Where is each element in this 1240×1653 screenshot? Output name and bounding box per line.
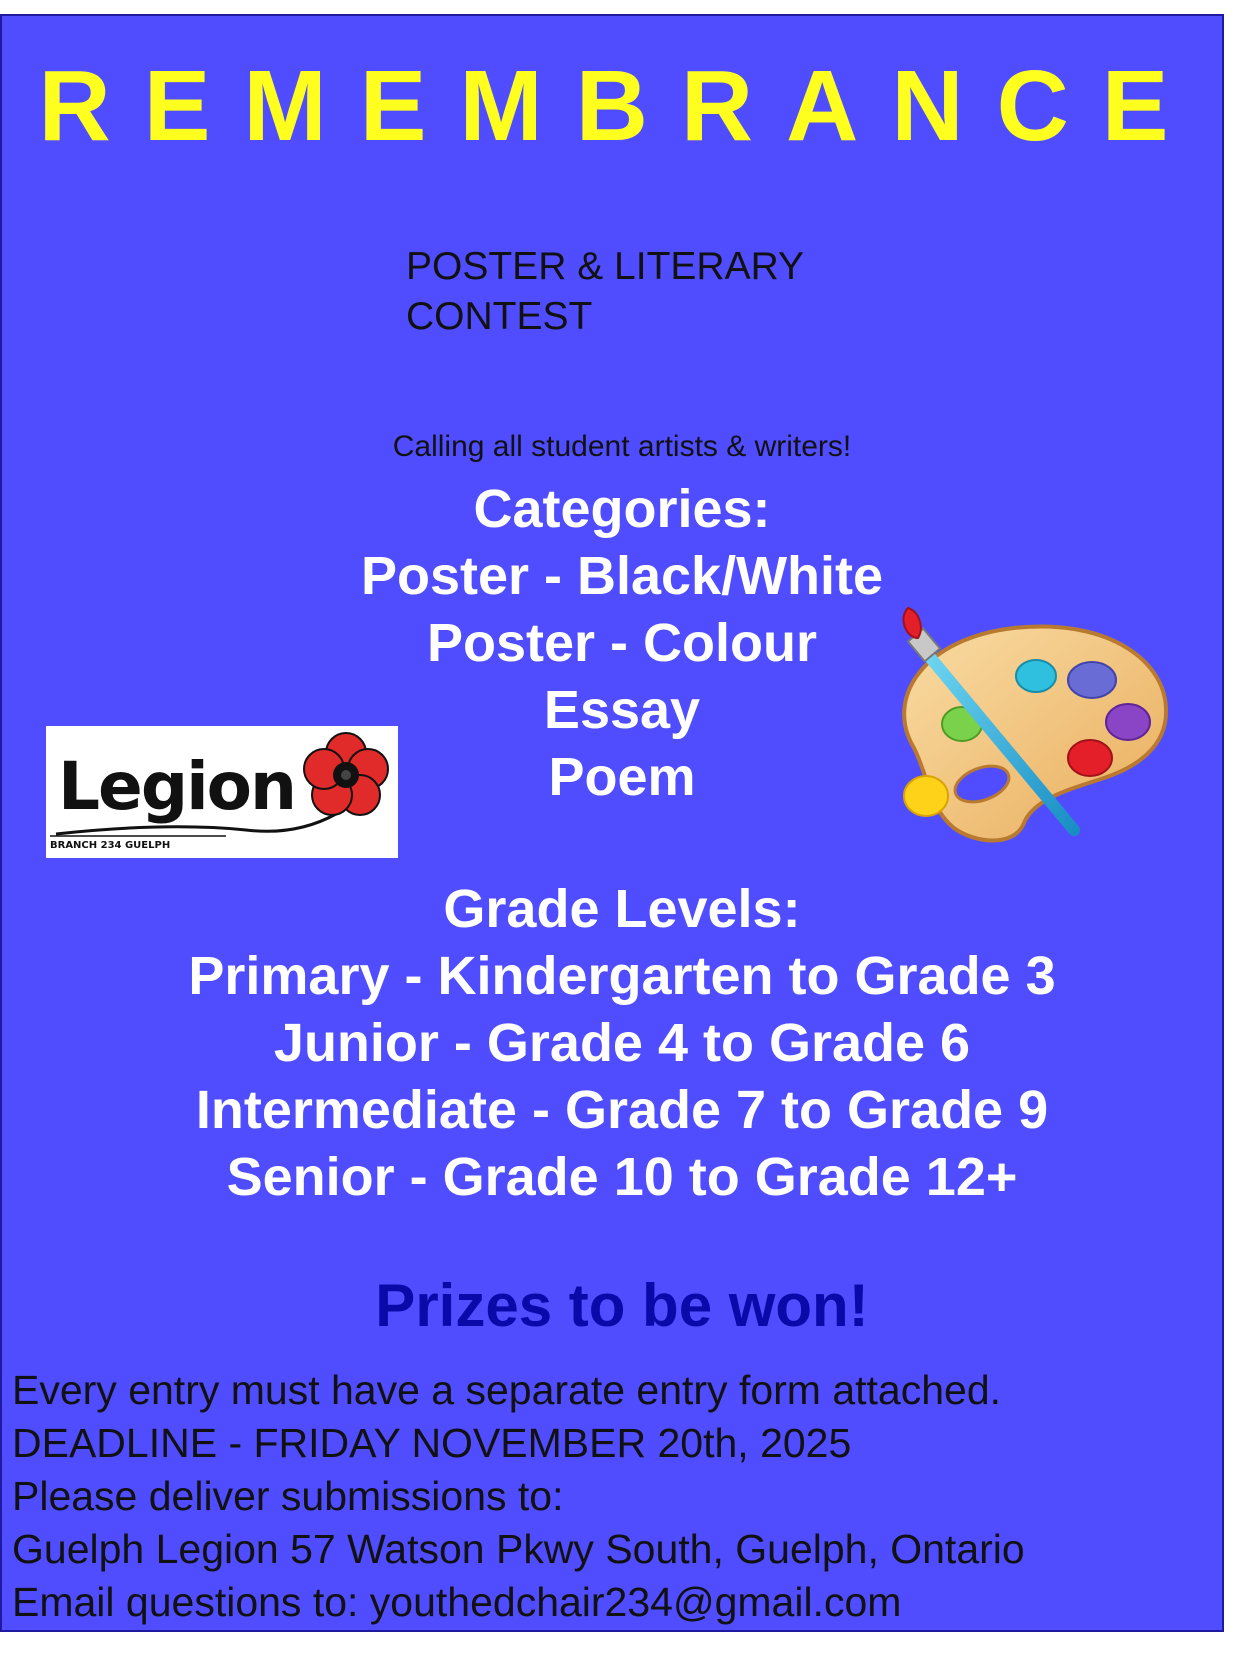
category-item: Poster - Black/White [360,546,884,606]
deadline: DEADLINE - FRIDAY NOVEMBER 20th, 2025 [12,1420,852,1466]
category-item: Poem [548,747,696,807]
delivery-instructions: Please deliver submissions to: [12,1473,564,1519]
logo-wordmark: Legion [58,748,296,825]
contest-name-line-2: CONTEST [406,295,593,338]
poppy-icon [296,730,396,820]
paint-palette-icon [884,598,1174,858]
grade-level-item: Primary - Kindergarten to Grade 3 [188,946,1056,1006]
category-item: Essay [543,680,701,740]
entry-form-note: Every entry must have a separate entry form attached. [12,1367,1002,1413]
entry-information [12,1364,1025,1629]
contest-name [406,242,804,342]
legion-logo [46,726,398,858]
contact-email: Email questions to: youthedchair234@gmail.com [12,1579,902,1625]
prizes-banner: Prizes to be won! [375,1272,869,1339]
contest-poster [0,14,1224,1632]
tagline: Calling all student artists & writers! [392,430,852,463]
logo-branch-text: BRANCH 234 GUELPH [50,840,171,851]
poster-title: REMEMBRANCE [38,50,1202,162]
contest-name-line-1: POSTER & LITERARY [406,245,805,288]
grade-level-item: Junior - Grade 4 to Grade 6 [273,1013,971,1073]
delivery-address: Guelph Legion 57 Watson Pkwy South, Guelph, Ontario [12,1526,1025,1572]
grade-level-item: Intermediate - Grade 7 to Grade 9 [195,1080,1049,1140]
grade-level-item: Senior - Grade 10 to Grade 12+ [226,1147,1018,1207]
category-item: Poster - Colour [426,613,818,673]
grade-levels-heading: Grade Levels: [443,879,801,939]
categories-heading: Categories: [473,479,771,539]
